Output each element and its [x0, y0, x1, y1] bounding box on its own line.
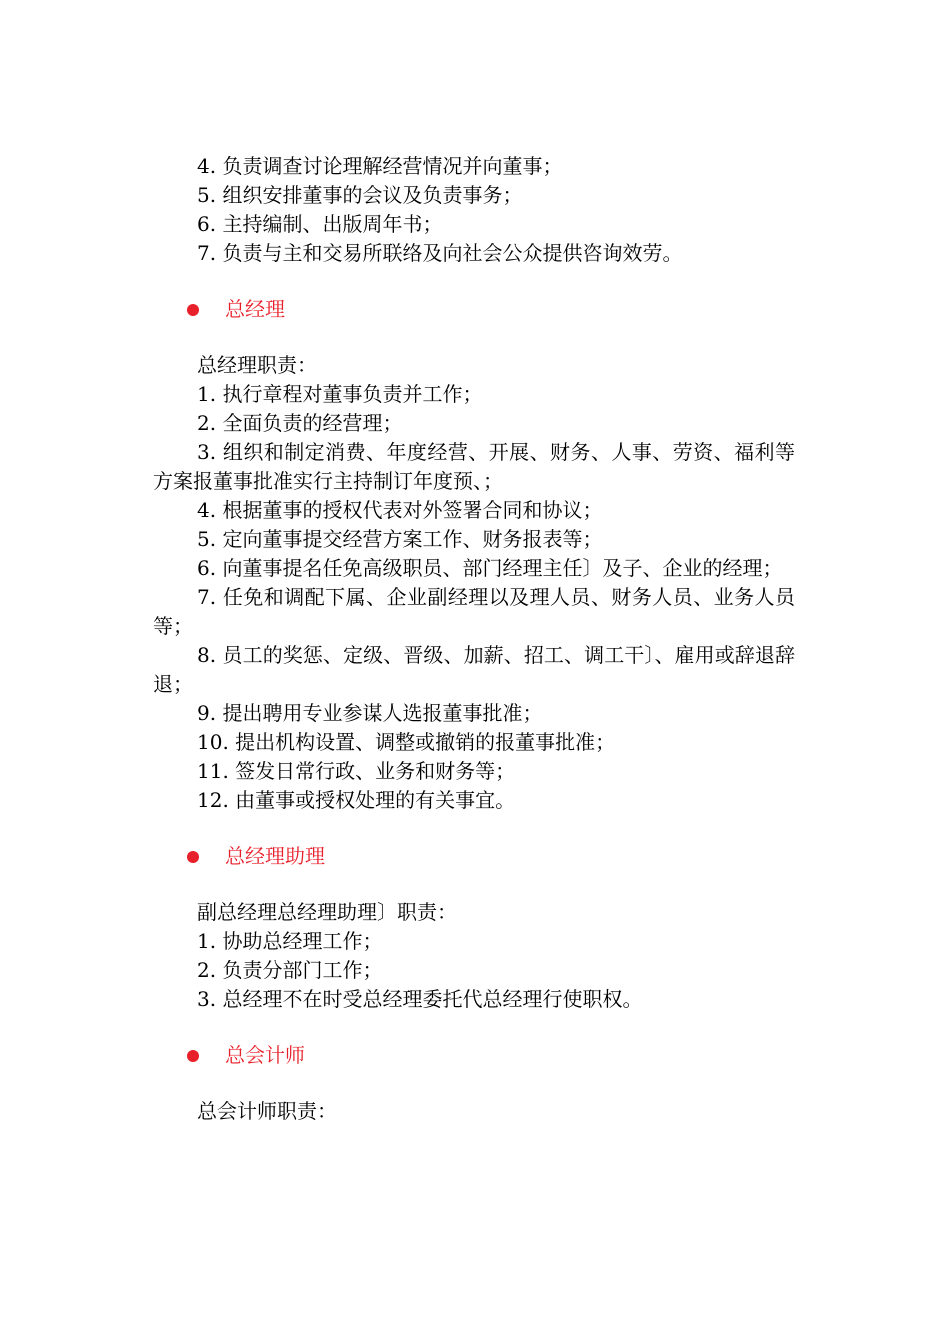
list-item: 1. 协助总经理工作； — [197, 929, 383, 953]
list-item: 6. 向董事提名任免高级职员、部门经理主任〕及子、企业的经理； — [197, 556, 783, 580]
list-item: 2. 负责分部门工作； — [197, 958, 383, 982]
list-item: 10. 提出机构设置、调整或撤销的报董事批准； — [197, 730, 616, 754]
list-item: 12. 由董事或授权处理的有关事宜。 — [197, 788, 516, 812]
section-heading-chief-accountant — [153, 1041, 795, 1070]
bullet-dot-icon — [187, 851, 199, 863]
section-heading-label: 总会计师 — [225, 1043, 305, 1067]
list-item: 5. 定向董事提交经营方案工作、财务报表等； — [197, 527, 603, 551]
list-item: 7. 任免和调配下属、企业副经理以及理人员、财务人员、业务人员等； — [153, 585, 795, 638]
section-intro: 总会计师职责： — [197, 1099, 337, 1123]
list-item: 9. 提出聘用专业参谋人选报董事批准； — [197, 701, 543, 725]
list-item: 5. 组织安排董事的会议及负责事务； — [197, 183, 523, 207]
section-heading-label: 总经理 — [225, 297, 285, 321]
section-heading-general-manager — [153, 295, 795, 324]
list-item: 11. 签发日常行政、业务和财务等； — [197, 759, 516, 783]
list-item: 2. 全面负责的经营理； — [197, 411, 403, 435]
bullet-dot-icon — [187, 1050, 199, 1062]
section-heading-gm-assistant — [153, 842, 795, 871]
list-item: 3. 组织和制定消费、年度经营、开展、财务、人事、劳资、福利等方案报董事批准实行主持制订年度预、； — [153, 440, 795, 493]
list-item: 6. 主持编制、出版周年书； — [197, 212, 443, 236]
list-item: 4. 根据董事的授权代表对外签署合同和协议； — [197, 498, 603, 522]
section-intro: 总经理职责： — [197, 353, 317, 377]
document-body — [153, 152, 795, 1126]
list-item: 1. 执行章程对董事负责并工作； — [197, 382, 483, 406]
section-heading-label: 总经理助理 — [225, 844, 325, 868]
list-item: 7. 负责与主和交易所联络及向社会公众提供咨询效劳。 — [197, 241, 683, 265]
list-item: 8. 员工的奖惩、定级、晋级、加薪、招工、调工干〕、雇用或辞退辞退； — [153, 643, 795, 696]
list-item: 4. 负责调查讨论理解经营情况并向董事； — [197, 154, 563, 178]
section-intro: 副总经理总经理助理〕职责： — [197, 900, 457, 924]
bullet-dot-icon — [187, 304, 199, 316]
list-item: 3. 总经理不在时受总经理委托代总经理行使职权。 — [197, 987, 643, 1011]
